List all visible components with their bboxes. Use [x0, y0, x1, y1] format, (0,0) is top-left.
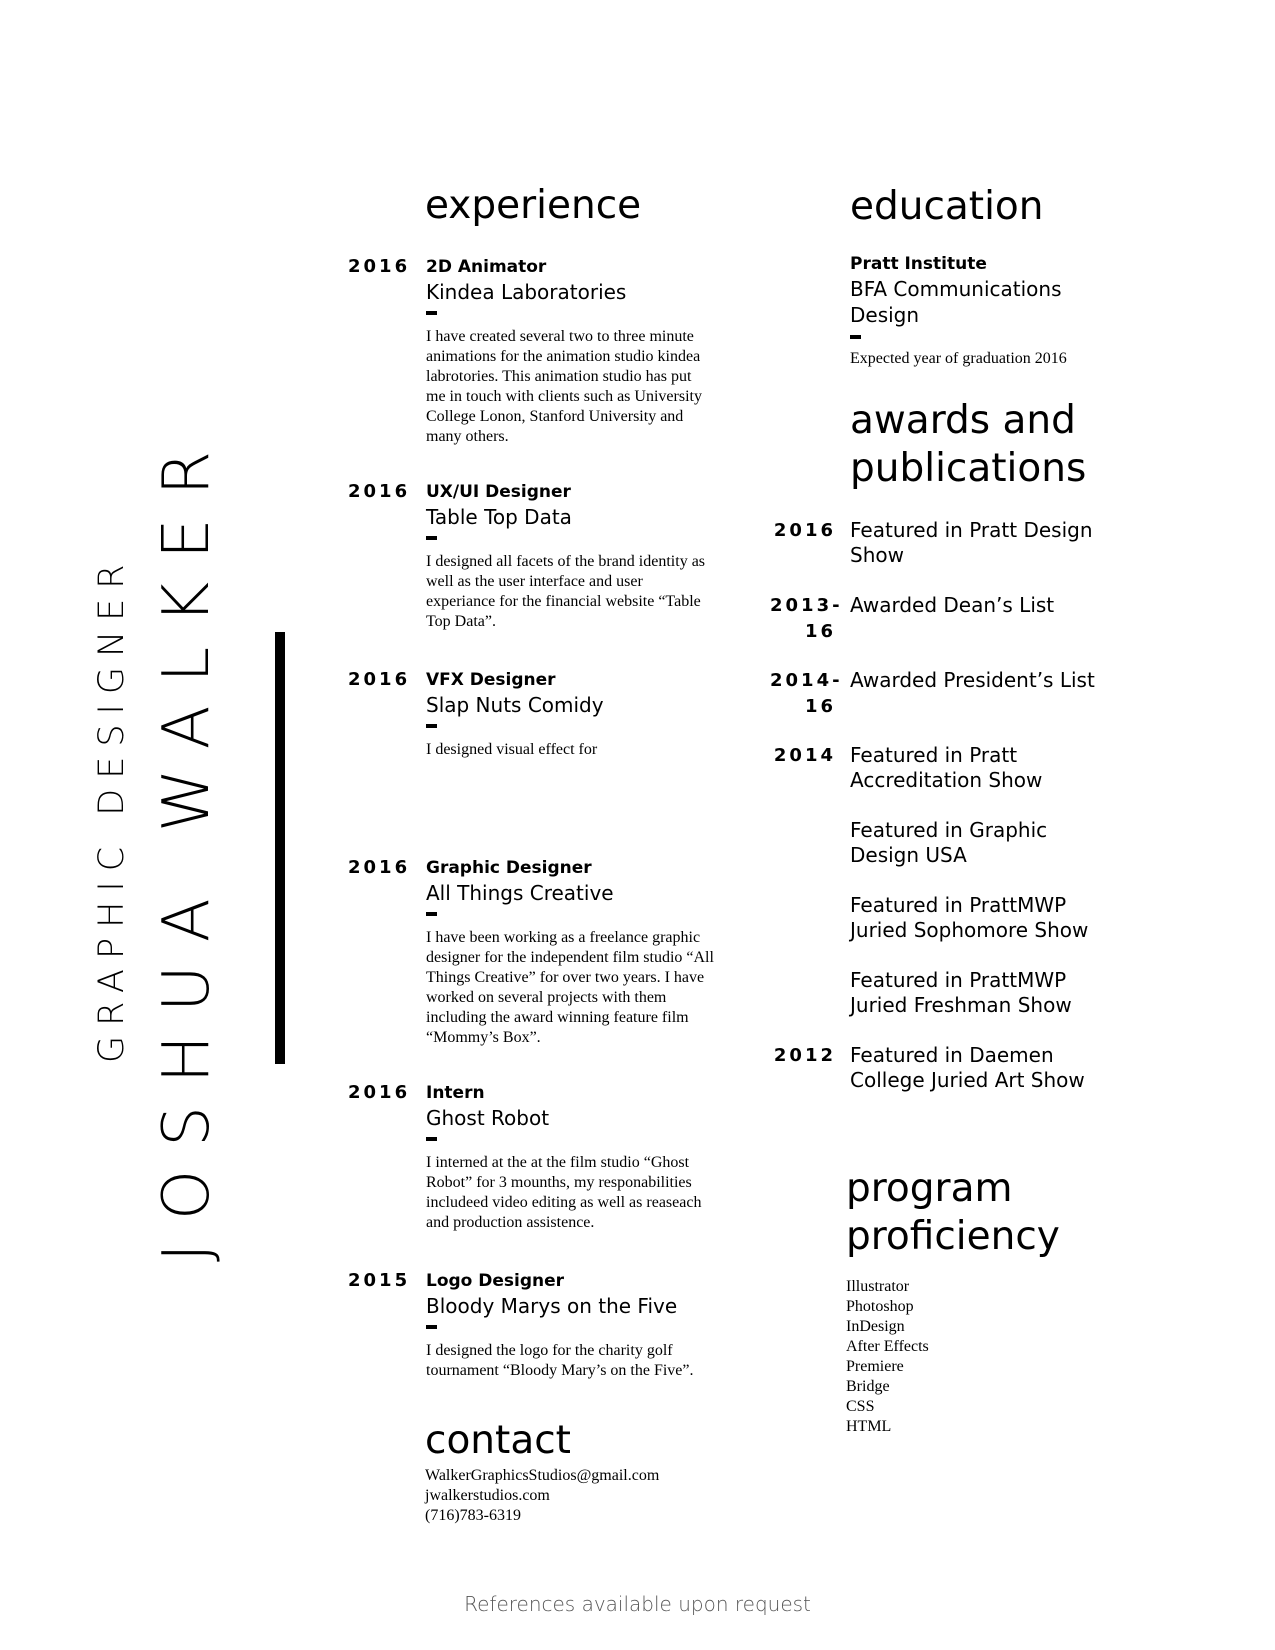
experience-description: I interned at the at the film studio “Ghost Robot” for 3 mounths, my responabilities includeed video editing as well as reaseach and production assistence.	[426, 1154, 702, 1231]
experience-heading: experience	[425, 183, 642, 228]
experience-description: I have created several two to three minute animations for the animation studio kindea labrotories. This animation studio has put me in touch with clients such as University College Lonon, Stanford University and many others.	[426, 328, 702, 445]
experience-company: All Things Creative	[426, 881, 614, 905]
award-item	[770, 743, 1110, 793]
references-note: References available upon request	[464, 1592, 811, 1616]
experience-item	[348, 1269, 728, 1381]
person-name-vertical: JOSHUA WALKER	[150, 427, 224, 1262]
dash-divider	[426, 1137, 437, 1141]
experience-item	[348, 480, 728, 632]
experience-role: 2D Animator	[426, 257, 547, 277]
contact-phone: (716)783-6319	[425, 1507, 521, 1524]
experience-role: Intern	[426, 1083, 485, 1103]
experience-description: I designed visual effect for	[426, 741, 598, 758]
award-item	[770, 1043, 1110, 1093]
program-item: Bridge	[846, 1378, 890, 1395]
education-school: Pratt Institute	[850, 254, 987, 274]
contact-info	[425, 1466, 659, 1526]
award-year: 2014	[773, 745, 836, 766]
contact-email: WalkerGraphicsStudios@gmail.com	[425, 1467, 660, 1484]
education-heading: education	[850, 184, 1044, 229]
award-year: 2016	[773, 520, 836, 541]
dash-divider	[850, 335, 861, 339]
programs-heading-line: program	[846, 1166, 1013, 1211]
dash-divider	[426, 724, 437, 728]
experience-year: 2016	[348, 256, 411, 277]
awards-heading-line: awards and	[850, 398, 1076, 443]
award-item	[770, 818, 1110, 868]
dash-divider	[426, 536, 437, 540]
program-item: Photoshop	[846, 1298, 914, 1315]
education-graduation: Expected year of graduation 2016	[850, 350, 1067, 367]
experience-company: Bloody Marys on the Five	[426, 1294, 678, 1318]
award-year: 2012	[773, 1045, 836, 1066]
contact-heading: contact	[425, 1418, 571, 1463]
experience-year: 2016	[348, 669, 411, 690]
experience-role: Logo Designer	[426, 1271, 565, 1291]
awards-heading	[850, 397, 1086, 493]
programs-heading-line: proficiency	[846, 1214, 1060, 1259]
award-item	[770, 968, 1110, 1018]
experience-company: Ghost Robot	[426, 1106, 550, 1130]
award-text: Featured in Daemen College Juried Art Show	[850, 1043, 1085, 1092]
experience-item	[348, 856, 728, 1048]
experience-company: Slap Nuts Comidy	[426, 693, 604, 717]
programs-heading	[846, 1165, 1060, 1261]
dash-divider	[426, 311, 437, 315]
experience-item	[348, 255, 728, 447]
education-degree: BFA Communications Design	[850, 277, 1062, 327]
experience-company: Kindea Laboratories	[426, 280, 627, 304]
award-text: Featured in PrattMWP Juried Freshman Show	[850, 968, 1072, 1017]
experience-item	[348, 1081, 728, 1233]
experience-role: Graphic Designer	[426, 858, 592, 878]
award-item	[770, 518, 1110, 568]
award-item	[770, 893, 1110, 943]
award-text: Featured in Graphic Design USA	[850, 818, 1048, 867]
job-title-vertical: GRAPHIC DESIGNER	[92, 554, 132, 1063]
contact-website: jwalkerstudios.com	[425, 1487, 550, 1504]
awards-heading-line: publications	[850, 446, 1087, 491]
dash-divider	[426, 912, 437, 916]
award-year: 2014-16	[770, 670, 843, 717]
award-text: Featured in Pratt Accreditation Show	[850, 743, 1043, 792]
award-item	[770, 593, 1110, 642]
experience-year: 2016	[348, 1082, 411, 1103]
experience-year: 2016	[348, 481, 411, 502]
vertical-divider	[275, 632, 285, 1064]
award-text: Featured in Pratt Design Show	[850, 518, 1093, 567]
program-item: InDesign	[846, 1318, 905, 1335]
experience-role: VFX Designer	[426, 670, 556, 690]
program-list	[846, 1277, 929, 1437]
award-text: Awarded Dean’s List	[850, 593, 1055, 617]
program-item: After Effects	[846, 1338, 929, 1355]
experience-item	[348, 668, 728, 760]
program-item: Illustrator	[846, 1278, 910, 1295]
experience-description: I designed the logo for the charity golf tournament “Bloody Mary’s on the Five”.	[426, 1342, 694, 1379]
education-entry	[850, 252, 1130, 369]
experience-description: I designed all facets of the brand identity as well as the user interface and user experiance for the financial website “Table Top Data”.	[426, 553, 706, 630]
award-text: Featured in PrattMWP Juried Sophomore Show	[850, 893, 1089, 942]
program-item: CSS	[846, 1398, 875, 1415]
experience-company: Table Top Data	[426, 505, 572, 529]
experience-year: 2016	[348, 857, 411, 878]
experience-description: I have been working as a freelance graphic designer for the independent film studio “All Things Creative” for over two years. I have worked on several projects with them including the award winning feature film “Mommy’s Box”.	[426, 929, 714, 1046]
experience-year: 2015	[348, 1270, 411, 1291]
program-item: Premiere	[846, 1358, 904, 1375]
award-text: Awarded President’s List	[850, 668, 1095, 692]
experience-role: UX/UI Designer	[426, 482, 571, 502]
dash-divider	[426, 1325, 437, 1329]
award-year: 2013-16	[770, 595, 843, 642]
award-item	[770, 668, 1110, 717]
program-item: HTML	[846, 1418, 892, 1435]
